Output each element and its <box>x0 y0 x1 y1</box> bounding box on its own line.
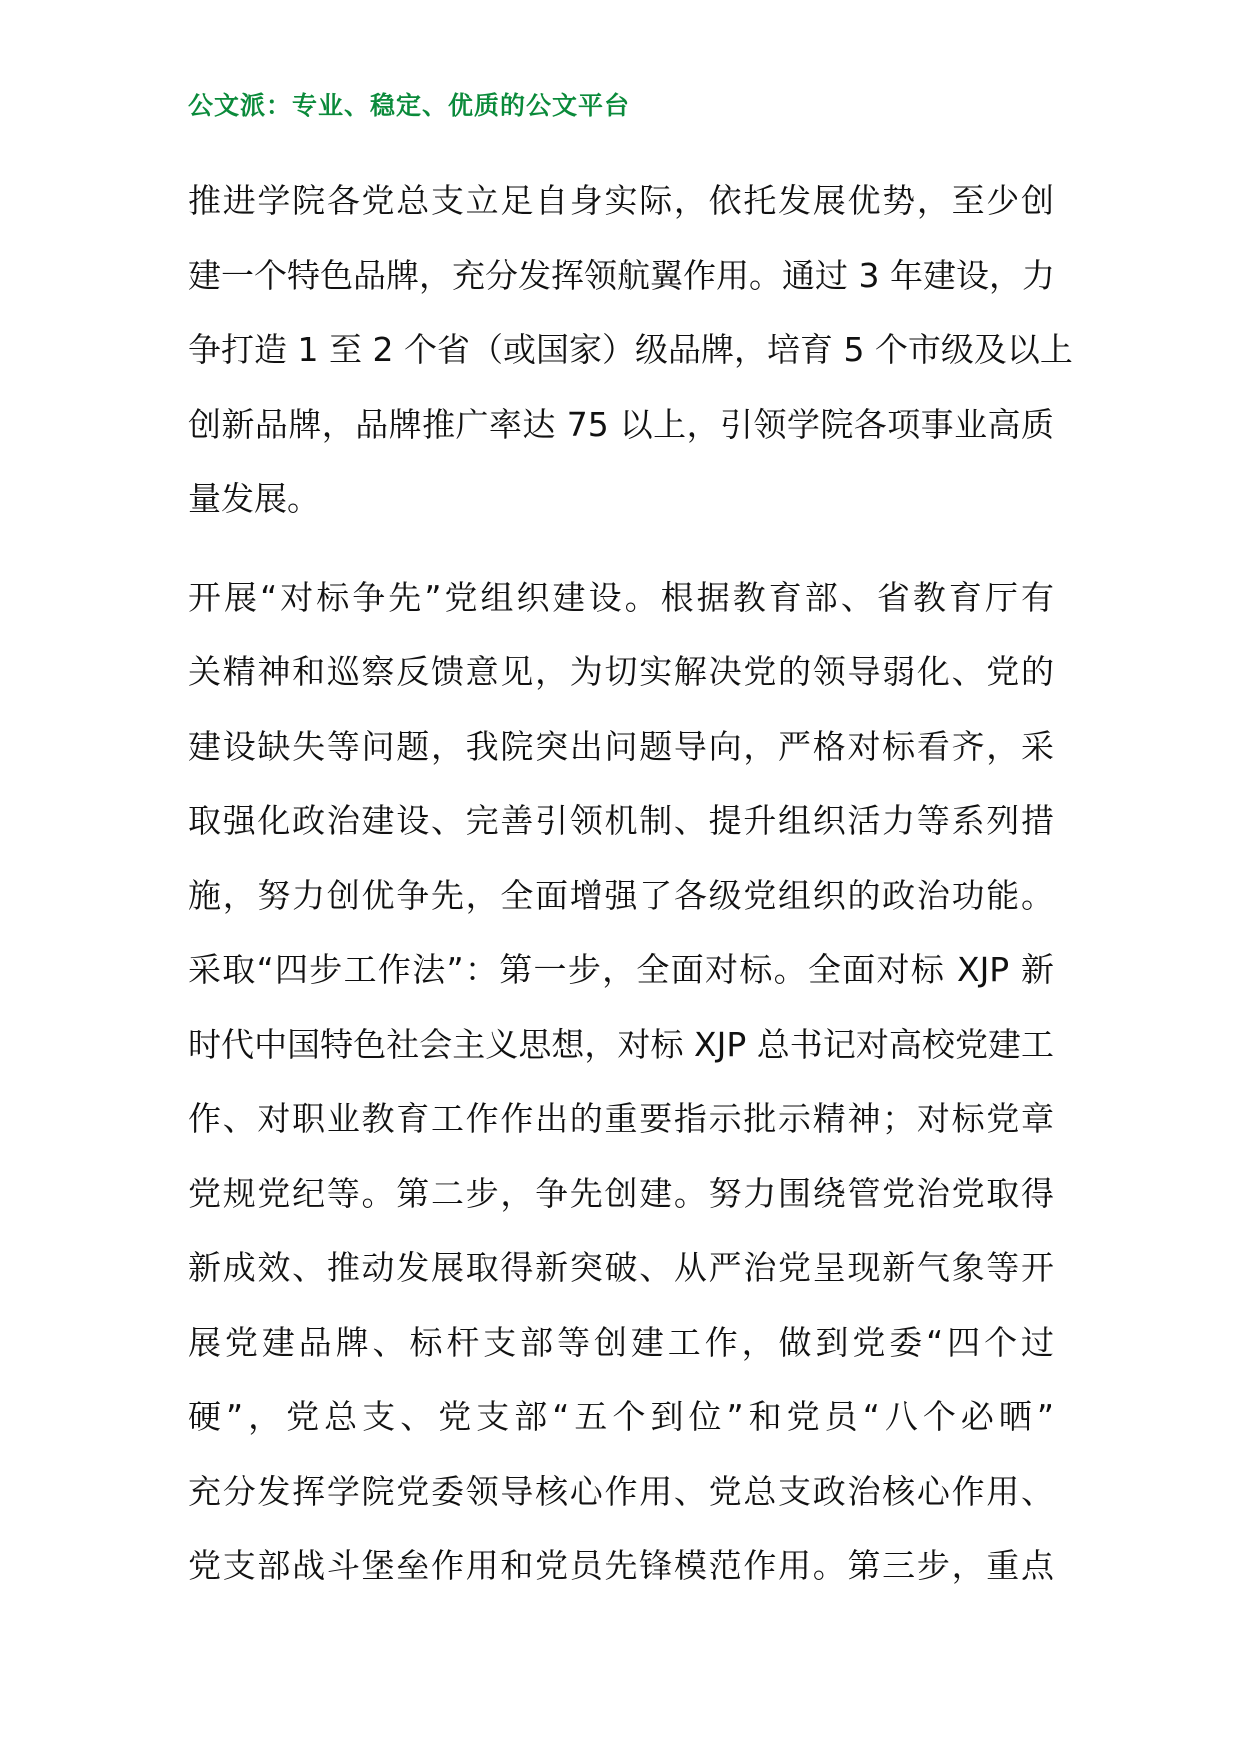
paragraph-2 <box>188 561 1054 1604</box>
text-line: 党规党纪等。第二步，争先创建。努力围绕管党治党取得 <box>188 1173 1054 1213</box>
text-line: 党支部战斗堡垒作用和党员先锋模范作用。第三步，重点 <box>188 1546 1054 1585</box>
text-line: 创新品牌，品牌推广率达 75 以上，引领学院各项事业高质 <box>188 404 1054 444</box>
text-line: 开展“对标争先”党组织建设。根据教育部、省教育厅有 <box>188 577 1054 617</box>
text-line: 量发展。 <box>188 479 320 518</box>
text-line: 建一个特色品牌，充分发挥领航翼作用。通过 3 年建设，力 <box>188 255 1055 295</box>
text-line: 推进学院各党总支立足自身实际，依托发展优势，至少创 <box>188 181 1054 220</box>
text-line: 充分发挥学院党委领导核心作用、党总支政治核心作用、 <box>188 1471 1054 1511</box>
text-line: 关精神和巡察反馈意见，为切实解决党的领导弱化、党的 <box>188 652 1054 691</box>
text-line: 采取“四步工作法”：第一步，全面对标。全面对标 XJP 新 <box>188 950 1054 989</box>
text-line: 取强化政治建设、完善引领机制、提升组织活力等系列措 <box>188 801 1054 840</box>
text-line: 硬”，党总支、党支部“五个到位”和党员“八个必晒” <box>188 1397 1054 1436</box>
document-body <box>188 164 1073 1604</box>
text-line: 施，努力创优争先，全面增强了各级党组织的政治功能。 <box>188 875 1054 915</box>
text-line: 新成效、推动发展取得新突破、从严治党呈现新气象等开 <box>188 1248 1054 1287</box>
text-line: 建设缺失等问题，我院突出问题导向，严格对标看齐，采 <box>188 726 1054 766</box>
header-title: 公文派：专业、稳定、优质的公文平台 <box>188 91 631 120</box>
paragraph-1 <box>188 164 1073 537</box>
text-line: 作、对职业教育工作作出的重要指示批示精神；对标党章 <box>188 1099 1054 1138</box>
text-line: 争打造 1 至 2 个省（或国家）级品牌，培育 5 个市级及以上 <box>188 330 1073 369</box>
text-line: 时代中国特色社会主义思想，对标 XJP 总书记对高校党建工 <box>188 1024 1054 1064</box>
text-line: 展党建品牌、标杆支部等创建工作，做到党委“四个过 <box>188 1322 1054 1362</box>
